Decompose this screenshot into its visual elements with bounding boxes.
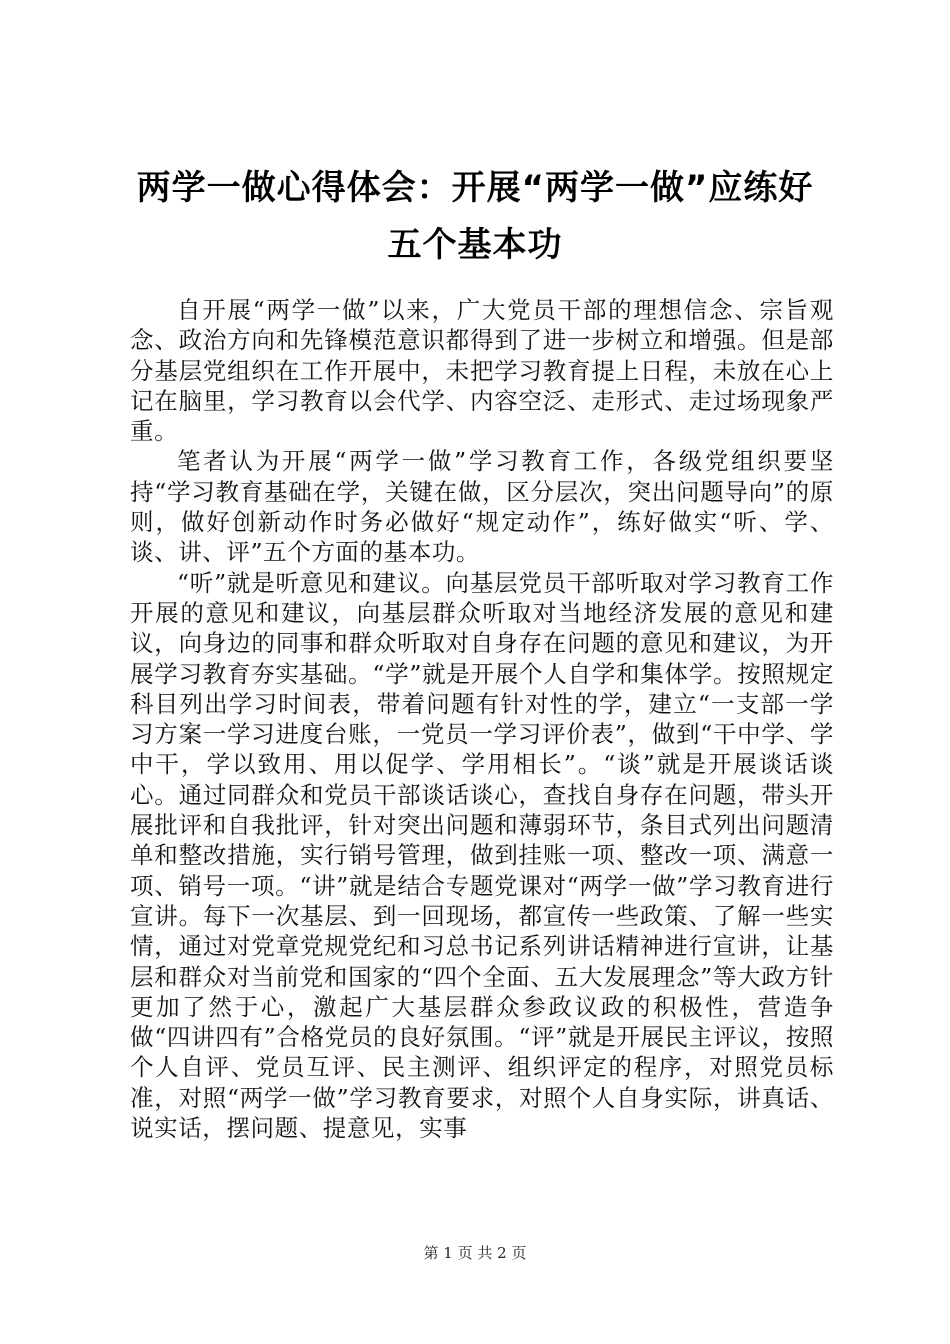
document-title [110, 160, 840, 274]
page-footer: 第 1 页 共 2 页 [423, 1244, 527, 1262]
paragraph-3: “听”就是听意见和建议。向基层党员干部听取对学习教育工作开展的意见和建议，向基层群众听取对当地经济发展的意见和建议，向身边的同事和群众听取对自身存在问题的意见和建议，为开展学习教育夯实基础。“学”就是开展个人自学和集体学。按照规定科目列出学习时间表，带着问题有针对性的学，建立“一支部一学习方案一学习进度台账，一党员一学习评价表”，做到“干中学、学中干，学以致用、用以促学、学用相长”。“谈”就是开展谈话谈心。通过同群众和党员干部谈话谈心，查找自身存在问题，带头开展批评和自我批评，针对突出问题和薄弱环节，条目式列出问题清单和整改措施，实行销号管理，做到挂账一项、整改一项、满意一项、销号一项。“讲”就是结合专题党课对“两学一做”学习教育进行宣讲。每下一次基层、到一回现场，都宣传一些政策、了解一些实情，通过对党章党规党纪和习总书记系列讲话精神进行宣讲，让基层和群众对当前党和国家的“四个全面、五大发展理念”等大政方针更加了然于心，激起广大基层群众参政议政的积极性，营造争做“四讲四有”合格党员的良好氛围。“评”就是开展民主评议，按照个人自评、党员互评、民主测评、组织评定的程序，对照党员标准，对照“两学一做”学习教育要求，对照个人自身实际，讲真话、说实话，摆问题、提意见，实事 [130, 568, 834, 1143]
document-body [130, 295, 834, 1143]
title-line-2: 五个基本功 [387, 225, 563, 265]
paragraph-2: 笔者认为开展“两学一做”学习教育工作，各级党组织要坚持“学习教育基础在学，关键在做，区分层次，突出问题导向”的原则，做好创新动作时务必做好“规定动作”，练好做实“听、学、谈、讲、评”五个方面的基本功。 [130, 447, 834, 567]
title-line-1: 两学一做心得体会：开展“两学一做”应练好 [136, 168, 814, 208]
paragraph-1: 自开展“两学一做”以来，广大党员干部的理想信念、宗旨观念、政治方向和先锋模范意识都得到了进一步树立和增强。但是部分基层党组织在工作开展中，未把学习教育提上日程，未放在心上记在脑里，学习教育以会代学、内容空泛、走形式、走过场现象严重。 [130, 296, 834, 446]
